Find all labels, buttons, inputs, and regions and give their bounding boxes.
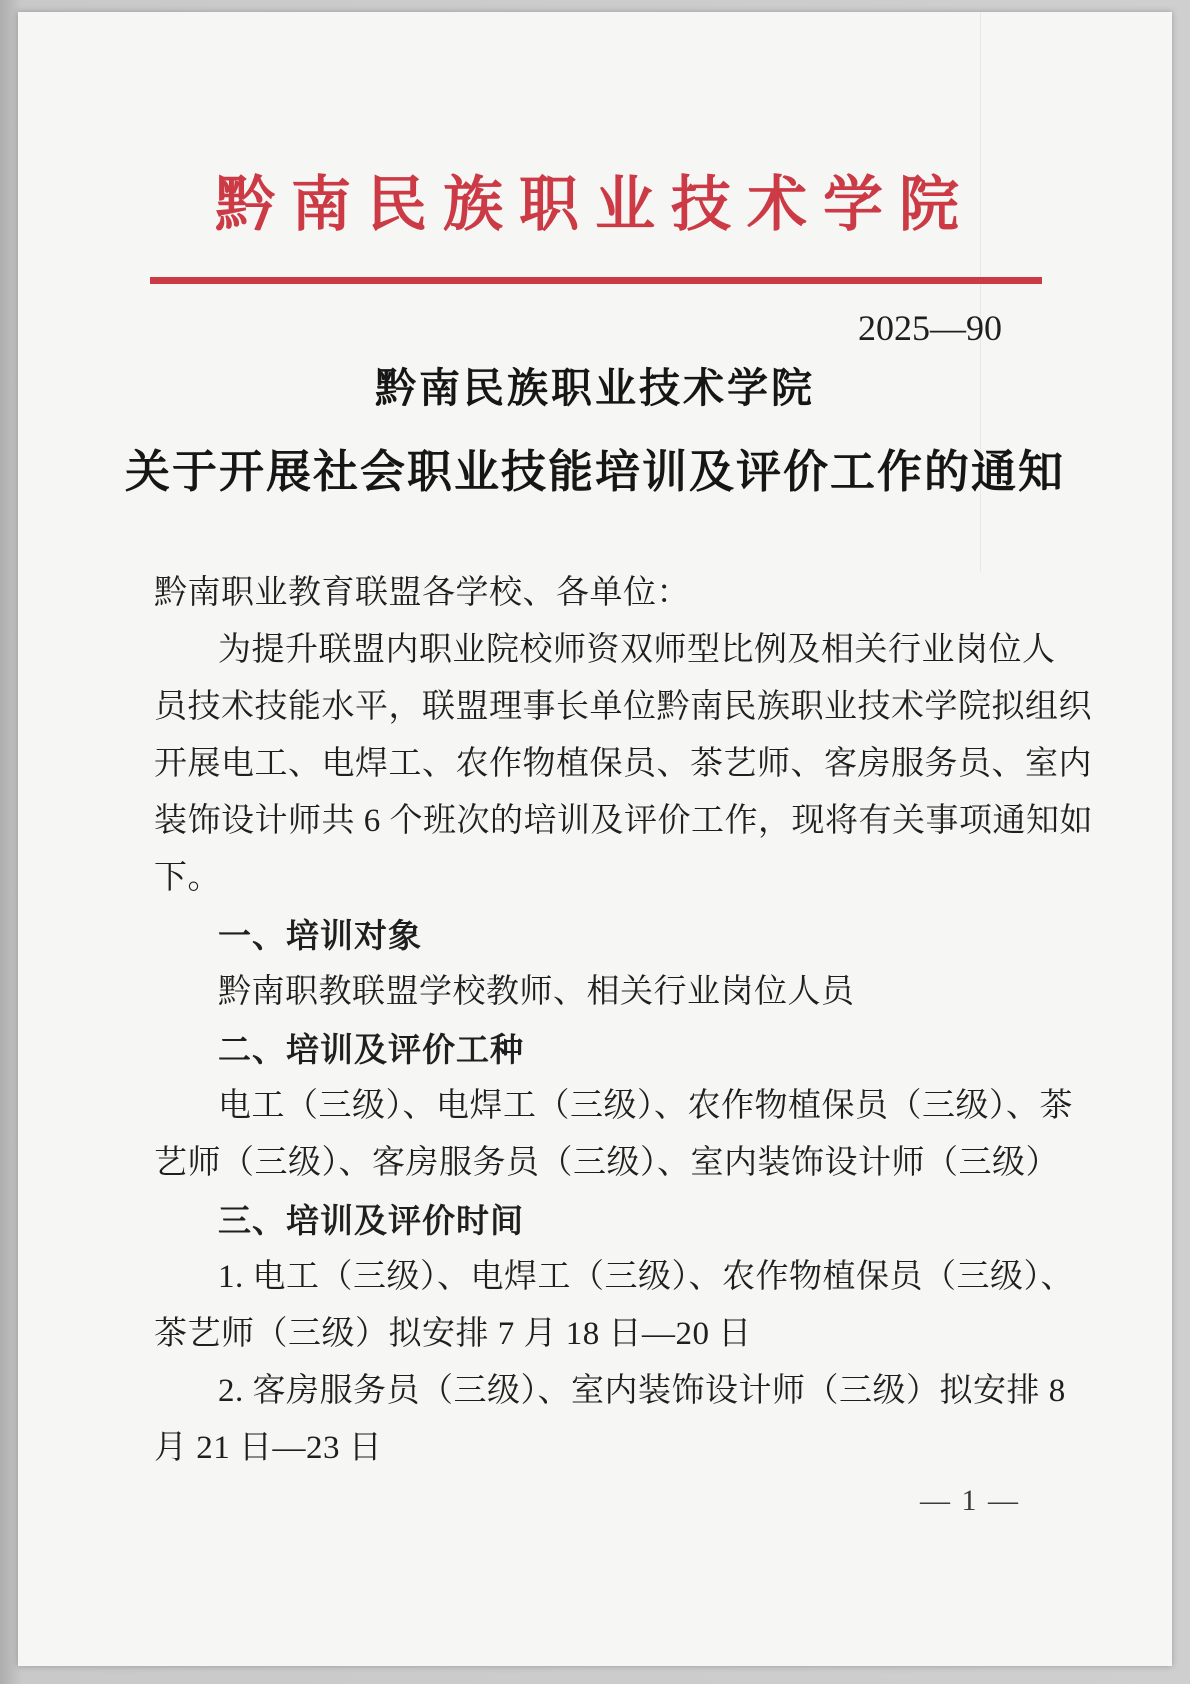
letterhead-divider — [150, 277, 1042, 284]
body-line: 1. 电工（三级）、电焊工（三级）、农作物植保员（三级）、 — [218, 1259, 1074, 1295]
body-line: 黔南职教联盟学校教师、相关行业岗位人员 — [218, 974, 855, 1010]
letterhead-title: 黔南民族职业技术学院 — [215, 172, 975, 238]
body-line: 茶艺师（三级）拟安排 7 月 18 日—20 日 — [154, 1316, 752, 1352]
body-line: 黔南职业教育联盟各学校、各单位： — [154, 575, 690, 611]
body-line: 装饰设计师共 6 个班次的培训及评价工作，现将有关事项通知如 — [154, 803, 1093, 839]
body-line: 月 21 日—23 日 — [154, 1430, 383, 1466]
body-line: 下。 — [154, 860, 221, 896]
body-line: 员技术技能水平，联盟理事长单位黔南民族职业技术学院拟组织 — [154, 689, 1092, 725]
body-line: 电工（三级）、电焊工（三级）、农作物植保员（三级）、茶 — [218, 1088, 1073, 1124]
document-title-line2: 关于开展社会职业技能培训及评价工作的通知 — [124, 447, 1065, 497]
document-title — [18, 364, 1172, 500]
body-line: 2. 客房服务员（三级）、室内装饰设计师（三级）拟安排 8 — [218, 1373, 1066, 1409]
section-heading: 二、培训及评价工种 — [218, 1031, 524, 1068]
section-heading: 一、培训对象 — [218, 917, 422, 954]
document-number: 2025—90 — [858, 308, 1002, 348]
document-page — [18, 12, 1172, 1666]
page-number: — 1 — — [920, 1484, 1020, 1517]
body-line: 开展电工、电焊工、农作物植保员、茶艺师、客房服务员、室内 — [154, 746, 1092, 782]
body-text — [154, 565, 1093, 1477]
section-heading: 三、培训及评价时间 — [218, 1202, 524, 1239]
body-line: 艺师（三级）、客房服务员（三级）、室内装饰设计师（三级） — [154, 1145, 1059, 1181]
body-line: 为提升联盟内职业院校师资双师型比例及相关行业岗位人 — [218, 632, 1056, 668]
document-title-line1: 黔南民族职业技术学院 — [375, 365, 815, 411]
